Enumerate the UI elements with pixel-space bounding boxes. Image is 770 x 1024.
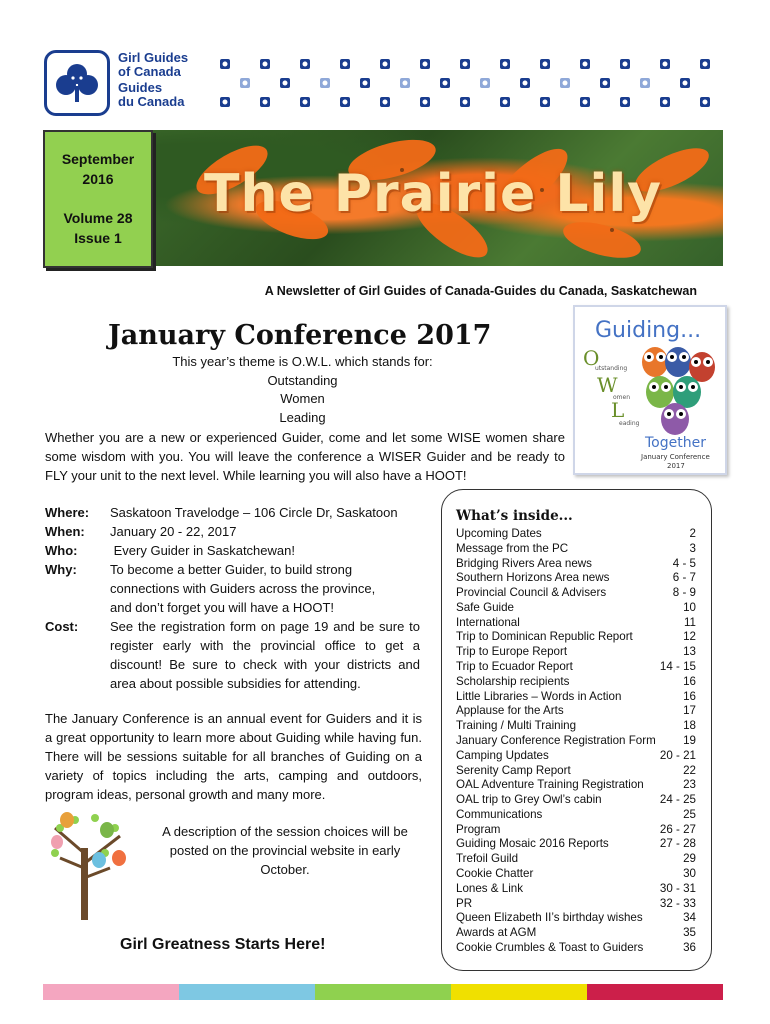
issue-number: Issue 1 [74, 230, 122, 246]
toc-item [456, 704, 696, 719]
toc-item-page: 27 - 28 [659, 837, 696, 851]
toc-item-title: Camping Updates [456, 748, 549, 762]
trefoil-pattern-icon [540, 97, 550, 107]
toc-item-title: Bridging Rivers Area news [456, 556, 592, 570]
toc-item-page: 17 [683, 704, 696, 718]
trefoil-pattern-icon [600, 78, 610, 88]
toc-item-page: 2 [689, 527, 696, 540]
toc-item [456, 764, 696, 779]
toc-item-title: Southern Horizons Area news [456, 571, 610, 585]
trefoil-pattern-icon [240, 78, 250, 88]
trefoil-pattern-icon [260, 59, 270, 69]
trefoil-pattern [212, 53, 712, 107]
tagline: Girl Greatness Starts Here! [120, 936, 326, 953]
owl-letter-w: W [597, 373, 618, 397]
toc-item [456, 897, 696, 912]
trefoil-pattern-icon [220, 97, 230, 107]
toc-item [456, 645, 696, 660]
toc-item [456, 616, 696, 631]
toc-item [456, 734, 696, 749]
toc-item-title: Cookie Crumbles & Toast to Guiders [456, 940, 644, 954]
toc-item-title: Little Libraries – Words in Action [456, 689, 622, 703]
whats-inside-box [441, 489, 712, 971]
toc-item-page: 35 [683, 926, 696, 940]
conference-paragraph: The January Conference is an annual event for Guiders and it is a great opportunity to learn more about Guiding while having fun. There will be sessions suitable for all branches of Guiding on a variety of topics including the arts, camping and outdoors, program ideas, personal growth and many more. [45, 711, 422, 802]
toc-item [456, 867, 696, 882]
trefoil-pattern-icon [260, 97, 270, 107]
trefoil-pattern-icon [500, 59, 510, 69]
conference-theme: This year’s theme is O.W.L. which stands for: Outstanding Women Leading [172, 354, 433, 425]
toc-item-title: Trip to Dominican Republic Report [456, 630, 633, 644]
owl-icon [642, 347, 715, 435]
toc-item-title: Applause for the Arts [456, 704, 564, 718]
trefoil-pattern-icon [700, 97, 710, 107]
trefoil-pattern-icon [340, 59, 350, 69]
owl-letter-o: O [583, 346, 600, 370]
trefoil-pattern-icon [580, 97, 590, 107]
toc-item-title: OAL Adventure Training Registration [456, 778, 644, 792]
toc-item-page: 16 [683, 689, 696, 703]
trefoil-pattern-icon [680, 78, 690, 88]
toc-item [456, 630, 696, 645]
toc-item-page: 25 [683, 807, 696, 821]
toc-item-page: 23 [683, 778, 696, 792]
trefoil-pattern-icon [400, 78, 410, 88]
toc-item-title: Queen Elizabeth II’s birthday wishes [456, 911, 643, 925]
detail-why: Why: To become a better Guider, to build strong connections with Guiders across the province, and don’t forget you will have a HOOT! [45, 562, 376, 615]
toc-item-page: 32 - 33 [659, 896, 696, 910]
toc-item-page: 19 [683, 733, 696, 747]
toc-item-page: 30 - 31 [659, 881, 696, 895]
toc-item-page: 16 [683, 674, 696, 688]
toc-item-page: 34 [683, 911, 696, 925]
owl-graphic-title: Guiding... [595, 318, 702, 343]
bar-yellow [451, 984, 587, 1000]
toc-item [456, 601, 696, 616]
trefoil-pattern-icon [280, 78, 290, 88]
toc-item [456, 852, 696, 867]
toc-item-title: Awards at AGM [456, 926, 537, 940]
toc-item-title: Guiding Mosaic 2016 Reports [456, 837, 609, 851]
trefoil-pattern-icon [620, 97, 630, 107]
trefoil-pattern-icon [640, 78, 650, 88]
owl-year: 2017 [667, 462, 685, 470]
toc-item-page: 12 [683, 630, 696, 644]
toc-item [456, 749, 696, 764]
toc-item-page: 8 - 9 [672, 586, 696, 600]
toc-item-page: 6 - 7 [672, 571, 696, 585]
toc-item-title: International [456, 615, 520, 629]
detail-who: Who: Every Guider in Saskatchewan! [45, 543, 295, 558]
trefoil-pattern-icon [420, 59, 430, 69]
bar-pink [43, 984, 179, 1000]
detail-cost: Cost: See the registration form on page 19 and be sure to register early with the provincial office to get a discount! Be sure to check with your districts and area about possible subsidies for attending. [45, 619, 420, 691]
toc-item-title: PR [456, 896, 473, 910]
toc-item [456, 542, 696, 557]
toc-item-title: Upcoming Dates [456, 527, 542, 540]
toc-item-title: Scholarship recipients [456, 674, 570, 688]
toc-item-page: 10 [683, 600, 696, 614]
toc-item-title: January Conference Registration Form [456, 733, 656, 747]
toc-item-page: 18 [683, 719, 696, 733]
trefoil-pattern-icon [420, 97, 430, 107]
toc-item-title: Trip to Europe Report [456, 645, 568, 659]
trefoil-pattern-icon [580, 59, 590, 69]
bar-red [587, 984, 723, 1000]
toc-item [456, 941, 696, 956]
toc-list [456, 527, 696, 956]
toc-item [456, 527, 696, 542]
trefoil-pattern-icon [660, 97, 670, 107]
toc-heading: What’s inside... [456, 508, 573, 524]
trefoil-pattern-icon [360, 78, 370, 88]
owl-word-o: utstanding [595, 365, 628, 372]
owl-together-text: Together [645, 435, 706, 451]
toc-item-page: 14 - 15 [659, 660, 696, 674]
newsletter-subtitle: A Newsletter of Girl Guides of Canada-Guides du Canada, Saskatchewan [264, 284, 697, 298]
trefoil-pattern-icon [300, 97, 310, 107]
toc-item-title: Cookie Chatter [456, 866, 534, 880]
toc-item [456, 719, 696, 734]
trefoil-pattern-icon [380, 97, 390, 107]
toc-item [456, 808, 696, 823]
toc-item-title: Safe Guide [456, 600, 515, 614]
bar-green [315, 984, 451, 1000]
toc-item [456, 882, 696, 897]
issue-year: 2016 [82, 171, 114, 187]
toc-item [456, 823, 696, 838]
trefoil-pattern-icon [540, 59, 550, 69]
toc-item-page: 13 [683, 645, 696, 659]
toc-item [456, 675, 696, 690]
banner-image [152, 130, 723, 266]
issue-month: September [61, 151, 135, 167]
toc-item-page: 36 [683, 940, 696, 954]
toc-item [456, 690, 696, 705]
conference-intro: Whether you are a new or experienced Guider, come and let some WISE women share some wisdom with you. You will leave the conference a WISER Guider and be ready to FLY your unit to the next level. While learning you will also have a HOOT! [45, 430, 565, 483]
trefoil-pattern-icon [700, 59, 710, 69]
bottom-color-bar [43, 984, 723, 1000]
toc-item [456, 911, 696, 926]
trefoil-pattern-icon [320, 78, 330, 88]
owl-conference-graphic [573, 305, 727, 475]
conference-details [45, 503, 425, 693]
issue-info-box [43, 130, 153, 268]
toc-item [456, 557, 696, 572]
toc-item-page: 3 [689, 541, 696, 555]
toc-item-title: Communications [456, 807, 543, 821]
toc-item-title: OAL trip to Grey Owl’s cabin [456, 793, 602, 807]
trefoil-pattern-icon [620, 59, 630, 69]
toc-item-page: 22 [683, 763, 696, 777]
toc-item-title: Message from the PC [456, 541, 569, 555]
toc-item [456, 837, 696, 852]
conference-title: January Conference 2017 [108, 320, 492, 351]
session-description-note: A description of the session choices will be posted on the provincial website in early October. [162, 824, 408, 877]
bar-blue [179, 984, 315, 1000]
toc-item [456, 571, 696, 586]
toc-item-page: 4 - 5 [672, 556, 696, 570]
toc-item [456, 586, 696, 601]
trefoil-pattern-icon [380, 59, 390, 69]
trefoil-pattern-icon [500, 97, 510, 107]
toc-item [456, 778, 696, 793]
trefoil-pattern-icon [460, 59, 470, 69]
trefoil-pattern-icon [440, 78, 450, 88]
toc-item-page: 29 [683, 852, 696, 866]
detail-where: Where: Saskatoon Travelodge – 106 Circle Dr, Saskatoon [45, 505, 398, 520]
toc-item [456, 660, 696, 675]
trefoil-pattern-icon [560, 78, 570, 88]
owls-illustration [575, 307, 725, 473]
trefoil-pattern-icon [480, 78, 490, 88]
owl-word-w: omen [613, 394, 631, 401]
issue-volume: Volume 28 [63, 210, 133, 226]
toc-item-title: Trip to Ecuador Report [456, 660, 573, 674]
toc-item-title: Training / Multi Training [456, 719, 577, 733]
toc-item-page: 30 [683, 866, 696, 880]
toc-item-page: 11 [683, 615, 696, 629]
toc-item-page: 20 - 21 [659, 748, 696, 762]
toc-item-title: Program [456, 822, 501, 836]
newsletter-title: The Prairie Lily [204, 164, 663, 224]
trefoil-icon [44, 50, 110, 116]
toc-item [456, 926, 696, 941]
toc-item-title: Lones & Link [456, 881, 524, 895]
trefoil-pattern-icon [460, 97, 470, 107]
toc-item-title: Provincial Council & Advisers [456, 586, 607, 600]
trefoil-pattern-icon [520, 78, 530, 88]
trefoil-pattern-icon [660, 59, 670, 69]
logo-wordmark: Girl Guides of Canada Guides du Canada [118, 50, 189, 109]
toc-item-title: Trefoil Guild [456, 852, 519, 866]
toc-item-page: 24 - 25 [659, 793, 696, 807]
toc-item-page: 26 - 27 [659, 822, 696, 836]
trefoil-pattern-icon [340, 97, 350, 107]
owl-letter-l: L [611, 398, 625, 422]
owl-tree-icon [45, 808, 135, 920]
owl-word-l: eading [619, 420, 640, 427]
trefoil-pattern-icon [300, 59, 310, 69]
trefoil-pattern-icon [220, 59, 230, 69]
toc-item-title: Serenity Camp Report [456, 763, 571, 777]
girl-guides-logo [44, 47, 192, 119]
detail-when: When: January 20 - 22, 2017 [45, 524, 237, 539]
toc-item [456, 793, 696, 808]
owl-caption: January Conference [641, 453, 710, 461]
